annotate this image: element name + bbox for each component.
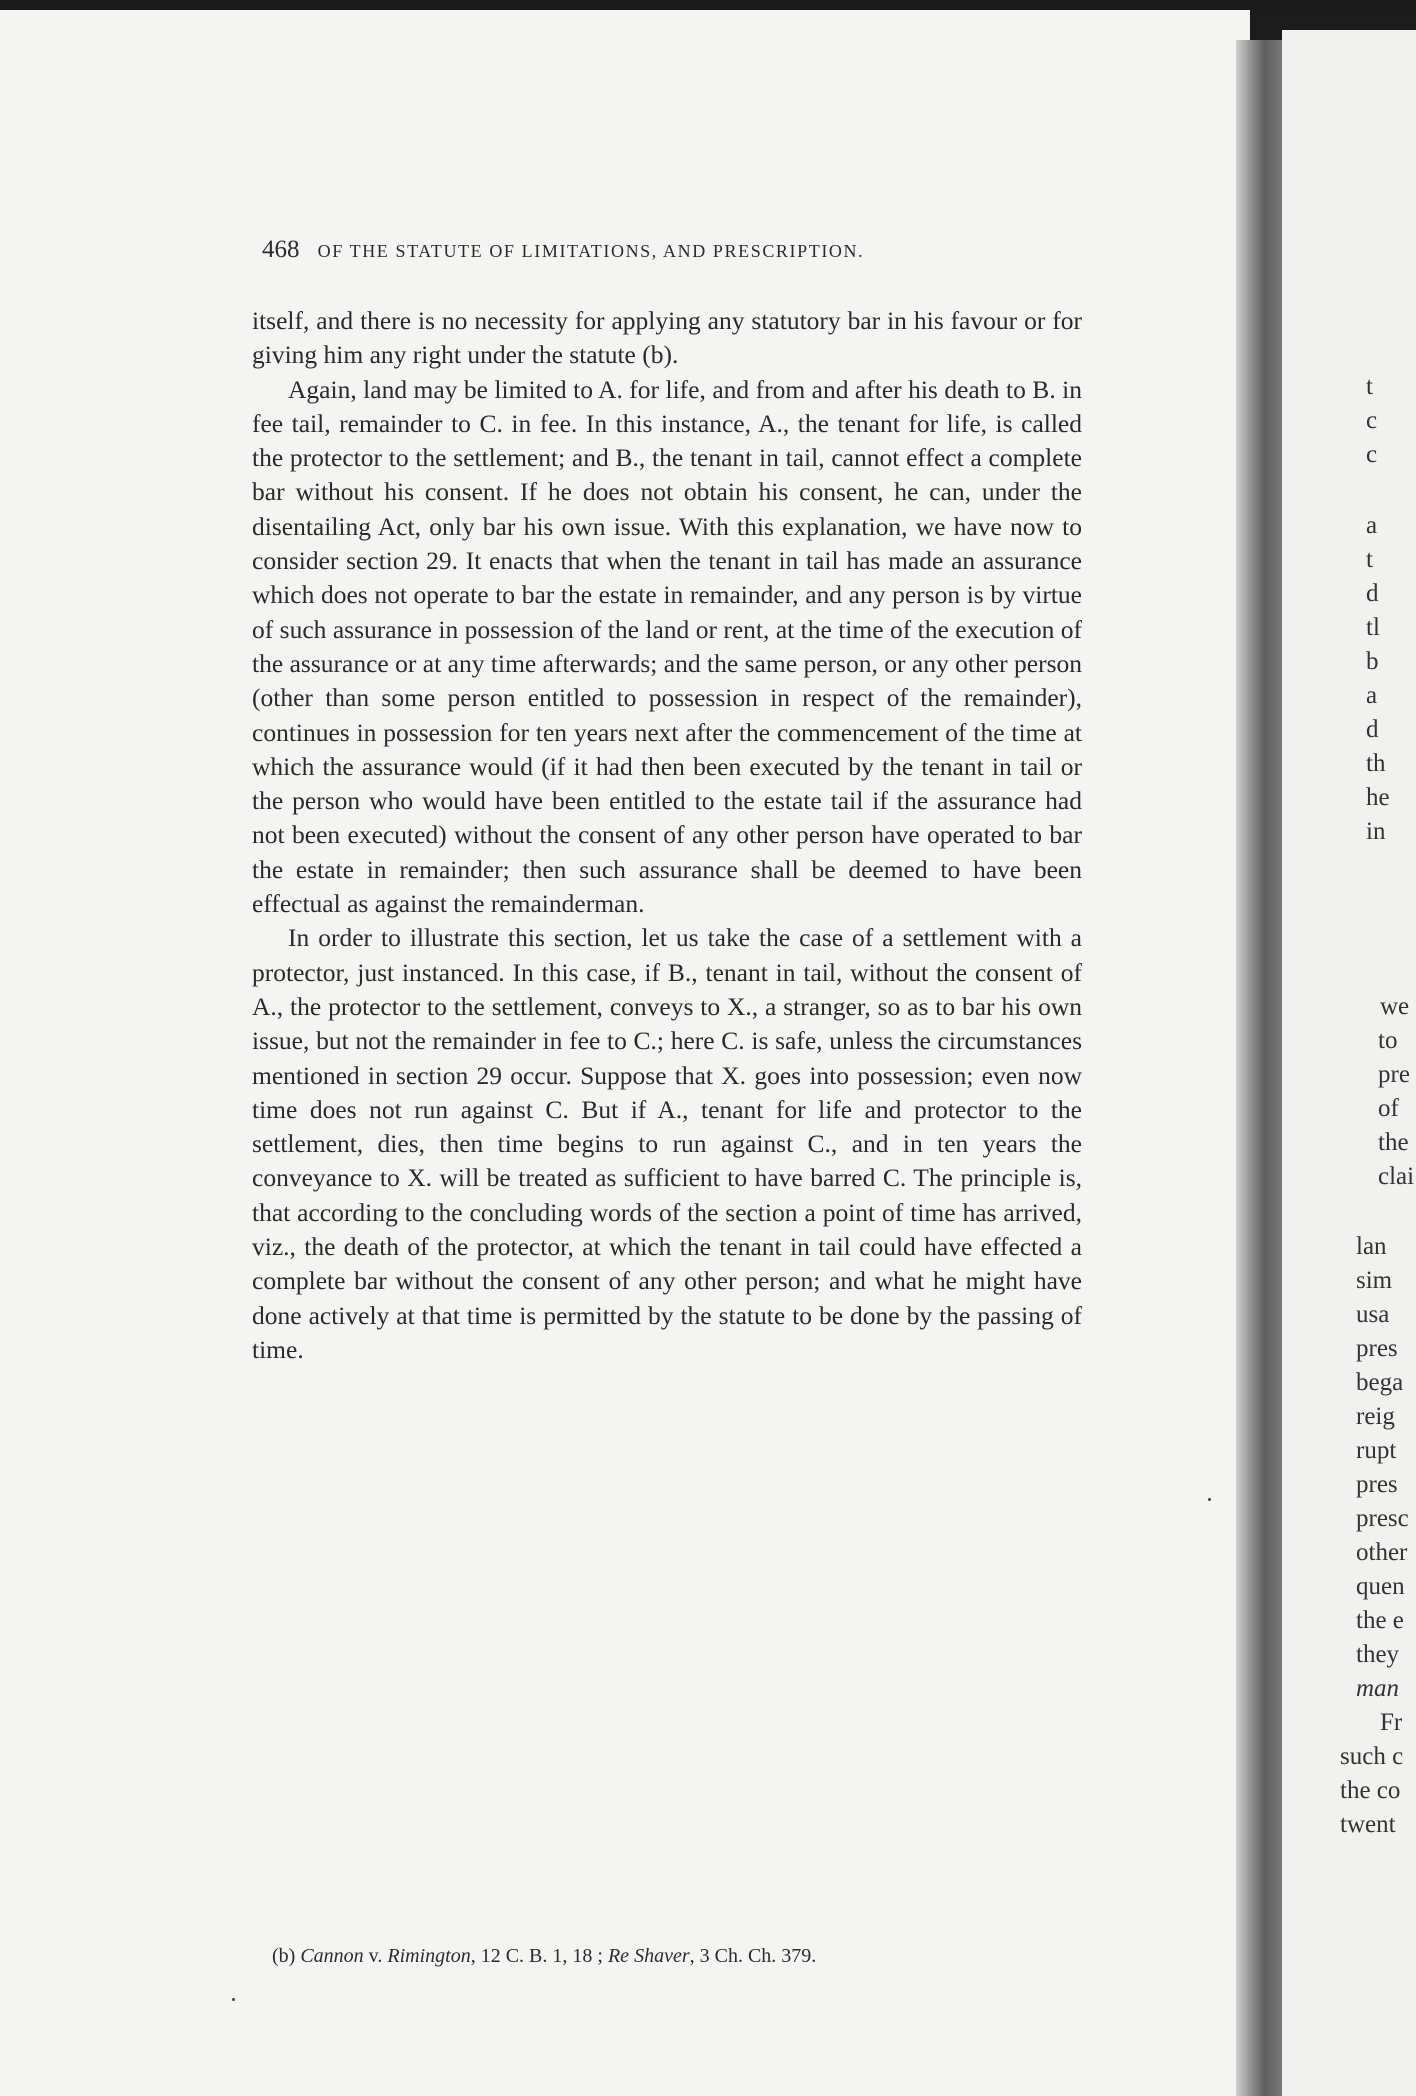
right-fragment: such c (1340, 1743, 1404, 1770)
scan-speck (232, 1998, 235, 2001)
right-fragment: presc (1356, 1505, 1409, 1532)
right-fragment: he (1366, 784, 1390, 811)
right-fragment: in (1366, 818, 1386, 845)
running-title: OF THE STATUTE OF LIMITATIONS, AND PRESCRIPTION. (317, 241, 865, 261)
right-fragment: lan (1356, 1233, 1387, 1260)
right-fragment: t (1366, 546, 1373, 573)
right-fragment: twent (1340, 1811, 1396, 1838)
scan-speck (1208, 1498, 1211, 1501)
book-gutter (1236, 40, 1284, 2096)
right-fragment: sim (1356, 1267, 1393, 1294)
footnote (272, 1945, 1092, 1968)
right-fragment: d (1366, 580, 1379, 607)
paragraph-3: In order to illustrate this section, let us take the case of a settlement with a protector, just instanced. In this case, if B., tenant in tail, without the consent of A., the protector to the settlement, conveys to X., a stranger, so as to bar his own issue, but not the remainder in fee to C.; here C. is safe, unless the circumstances mentioned in section 29 occur. Suppose that X. goes into possession; even now time does not run against C. But if A., tenant for life and protector to the settlement, dies, then time begins to run against C., and in ten years the conveyance to X. will be treated as sufficient to have barred C. The principle is, that according to the concluding words of the section a point of time has arrived, viz., the death of the protector, at which the tenant in tail could have effected a complete bar without the consent of any other person; and what he might have done actively at that time is permitted by the statute to be done by the passing of time. (252, 923, 1082, 1364)
right-page (1282, 30, 1416, 2096)
footnote-citation-2: , 3 Ch. Ch. 379. (689, 1945, 817, 1967)
right-fragment: t (1366, 373, 1373, 400)
footnote-case-2: Rimington (387, 1945, 471, 1967)
right-fragment: rupt (1356, 1437, 1397, 1464)
right-fragment: b (1366, 648, 1379, 675)
right-fragment: reig (1356, 1403, 1395, 1430)
right-fragment: the co (1340, 1777, 1401, 1804)
paragraph-1: itself, and there is no necessity for applying any statutory bar in his favour or for giving him any right under the statute (b). (252, 306, 1082, 370)
right-fragment: pre (1378, 1061, 1410, 1088)
right-fragment: to (1378, 1027, 1398, 1054)
right-fragment: clai (1378, 1163, 1415, 1190)
right-fragment: c (1366, 407, 1378, 434)
right-fragment: a (1366, 512, 1378, 539)
right-fragment: we (1380, 993, 1410, 1020)
right-fragment: other (1356, 1539, 1408, 1566)
right-fragment: pres (1356, 1335, 1398, 1362)
right-fragment: Fr (1380, 1709, 1403, 1736)
right-fragment: a (1366, 682, 1378, 709)
footnote-case-1: Cannon (300, 1945, 364, 1967)
right-fragment: c (1366, 441, 1378, 468)
right-fragment: quen (1356, 1573, 1405, 1600)
paragraph-2: Again, land may be limited to A. for life, and from and after his death to B. in fee tail, remainder to C. in fee. In this instance, A., the tenant for life, is called the protector to the settlement; and B., the tenant in tail, cannot effect a complete bar without his consent. If he does not obtain his consent, he can, under the disentailing Act, only bar his own issue. With this explanation, we have now to consider section 29. It enacts that when the tenant in tail has made an assurance which does not operate to bar the estate in remainder, and any person is by virtue of such assurance in possession of the land or rent, at the time of the execution of the assurance or at any time afterwards; and the same person, or any other person (other than some person entitled to possession in respect of the remainder), continues in possession for ten years next after the commencement of the time at which the assurance would (if it had then been executed by the tenant in tail or the person who would have been entitled to the estate tail if the assurance had not been executed) without the consent of any other person have operated to bar the estate in remainder; then such assurance shall be deemed to have been effectual as against the remainderman. (252, 374, 1082, 919)
right-fragment: d (1366, 716, 1379, 743)
right-fragment: pres (1356, 1471, 1398, 1498)
right-fragment: the e (1356, 1607, 1404, 1634)
footnote-versus: v. (368, 1945, 383, 1967)
running-header (262, 236, 1082, 264)
right-fragment: th (1366, 750, 1386, 777)
right-fragment: bega (1356, 1369, 1404, 1396)
page-number: 468 (262, 236, 300, 263)
footnote-citation-1: , 12 C. B. 1, 18 ; (470, 1945, 603, 1967)
right-fragment: man (1356, 1675, 1400, 1702)
right-fragment: they (1356, 1641, 1400, 1668)
right-fragment: of (1378, 1095, 1399, 1122)
footnote-marker: (b) (272, 1945, 296, 1967)
body-text (252, 304, 1082, 1367)
footnote-case-3: Re Shaver (607, 1945, 690, 1967)
right-fragment: the (1378, 1129, 1409, 1156)
right-fragment: usa (1356, 1301, 1390, 1328)
right-fragment: tl (1366, 614, 1380, 641)
